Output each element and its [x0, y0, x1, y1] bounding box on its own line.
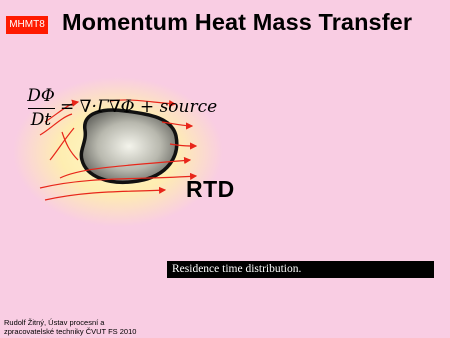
rtd-label: RTD — [186, 176, 235, 202]
footer-line-2: zpracovatelské techniky ČVUT FS 2010 — [4, 327, 137, 336]
slide-title: Momentum Heat Mass Transfer — [62, 9, 413, 35]
footer-line-1: Rudolf Žitný, Ústav procesní a — [4, 318, 105, 327]
course-badge: MHMT8 — [6, 16, 48, 34]
equation-numerator: DΦ — [27, 86, 55, 106]
equation-denominator: Dt — [30, 110, 52, 130]
equation-rhs: = ∇·Γ∇Φ + source — [60, 97, 218, 117]
footer-credit — [4, 318, 136, 336]
body-object — [81, 110, 176, 182]
fraction-bar — [28, 108, 55, 109]
caption-box: Residence time distribution. — [167, 261, 434, 278]
